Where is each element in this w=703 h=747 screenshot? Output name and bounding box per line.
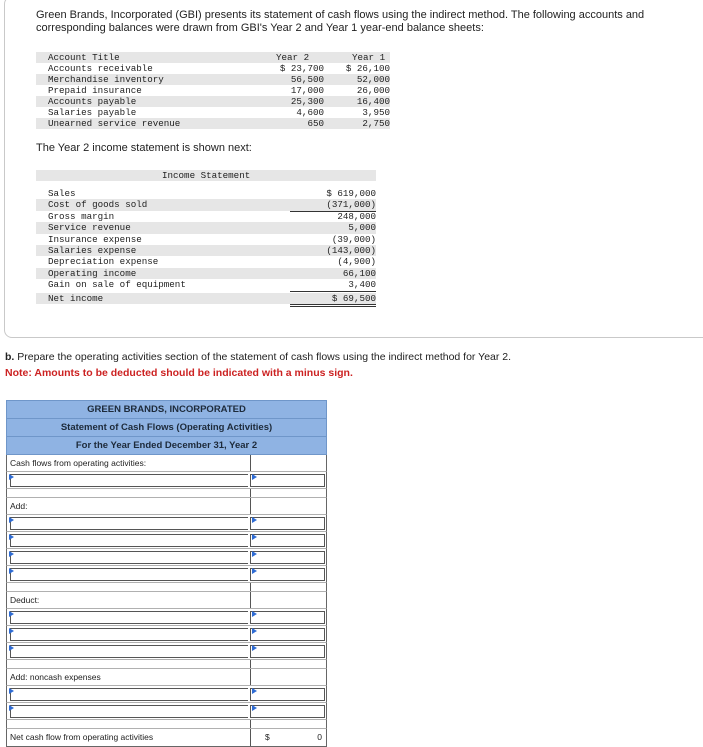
table-row [36,188,376,199]
part-b-note: Note: Amounts to be deducted should be indicated with a minus sign. [5,367,353,379]
entry-row [6,703,327,720]
entry-row [6,626,327,643]
dropdown-marker-icon [9,645,14,651]
income-label: Sales [48,188,76,199]
year2-value: 650 [307,118,324,129]
amount-input[interactable] [250,688,325,701]
dropdown-marker-icon [252,551,257,557]
amount-input[interactable] [250,628,325,641]
net-income-row [36,293,376,304]
noncash-label-row [6,669,327,686]
description-input[interactable] [10,474,248,487]
dropdown-marker-icon [252,534,257,540]
add-label: Add: [10,501,28,511]
table-row [36,234,376,245]
entry-row [6,643,327,660]
worksheet-period: For the Year Ended December 31, Year 2 [6,436,327,455]
noncash-label: Add: noncash expenses [10,672,101,682]
account-title: Salaries payable [48,107,137,118]
account-title: Accounts receivable [48,63,153,74]
income-label: Salaries expense [48,244,137,256]
table-row [36,96,390,107]
dropdown-marker-icon [252,568,257,574]
section-label-row [6,455,327,472]
income-value: (39,000) [331,233,376,245]
year1-value: 52,000 [356,74,390,85]
income-label: Operating income [48,267,137,279]
part-b-text: Prepare the operating activities section of the statement of cash flows using the indirect method for Year 2. [14,351,512,363]
income-label: Service revenue [48,222,131,234]
entry-row [6,515,327,532]
income-label: Depreciation expense [48,256,159,268]
deduct-label-row [6,592,327,609]
description-input[interactable] [10,517,248,530]
income-value: (371,000) [290,199,376,211]
amount-input[interactable] [250,705,325,718]
amount-input[interactable] [250,568,325,581]
dropdown-marker-icon [9,688,14,694]
worksheet-company: GREEN BRANDS, INCORPORATED [6,400,327,418]
table-row [36,279,376,290]
income-label: Gross margin [48,210,115,222]
entry-row [6,549,327,566]
year1-value: $ 26,100 [345,63,390,74]
balance-header-row [36,52,390,63]
table-row [36,118,390,129]
part-b-instruction [5,351,511,363]
net-income-label: Net income [48,292,104,304]
account-title: Prepaid insurance [48,85,142,96]
income-label: Gain on sale of equipment [48,279,186,291]
table-row [36,222,376,233]
year2-value: $ 23,700 [279,63,324,74]
dropdown-marker-icon [252,645,257,651]
entry-row [6,532,327,549]
table-row [36,268,376,279]
year2-value: 4,600 [296,107,324,118]
income-label: Insurance expense [48,233,142,245]
part-b-letter: b. [5,351,15,363]
income-statement-table [36,170,376,304]
income-value: 66,100 [342,267,376,279]
year1-value: 16,400 [356,96,390,107]
dropdown-marker-icon [252,628,257,634]
total-label: Net cash flow from operating activities [10,732,154,742]
entry-row [6,472,327,489]
income-statement-title: Income Statement [162,170,251,181]
description-input[interactable] [10,645,248,658]
year1-value: 26,000 [356,85,390,96]
dropdown-marker-icon [9,568,14,574]
balance-sheet-table [36,52,390,129]
total-currency: $ [265,732,270,742]
table-row [36,85,390,96]
header-year1: Year 1 [352,52,386,63]
table-row [36,107,390,118]
total-row [6,729,327,747]
entry-row [6,609,327,626]
account-title: Accounts payable [48,96,137,107]
net-income-value: $ 69,500 [290,293,376,307]
table-row [36,256,376,267]
spacer-row [6,583,327,592]
income-header-row [36,170,376,181]
description-input[interactable] [10,688,248,701]
year1-value: 3,950 [362,107,390,118]
dropdown-marker-icon [252,705,257,711]
year2-value: 25,300 [290,96,324,107]
amount-input[interactable] [250,645,325,658]
amount-input[interactable] [250,551,325,564]
header-account-title: Account Title [48,52,120,63]
income-label: Cost of goods sold [48,199,148,211]
year2-value: 17,000 [290,85,324,96]
dropdown-marker-icon [9,551,14,557]
description-input[interactable] [10,568,248,581]
income-value: 3,400 [290,279,376,291]
dropdown-marker-icon [9,534,14,540]
deduct-label: Deduct: [10,595,40,605]
description-input[interactable] [10,628,248,641]
amount-input[interactable] [250,517,325,530]
description-input[interactable] [10,611,248,624]
account-title: Unearned service revenue [48,118,181,129]
dropdown-marker-icon [9,705,14,711]
entry-row [6,686,327,703]
cash-flow-worksheet [6,400,327,747]
income-value: (4,900) [290,256,376,268]
section-label: Cash flows from operating activities: [10,458,147,468]
year2-value: 56,500 [290,74,324,85]
dropdown-marker-icon [252,688,257,694]
description-input[interactable] [10,705,248,718]
income-value: 248,000 [337,210,376,222]
income-value: 5,000 [348,222,376,234]
amount-input[interactable] [250,534,325,547]
dropdown-marker-icon [252,517,257,523]
dropdown-marker-icon [9,611,14,617]
income-value: (143,000) [326,244,376,256]
header-year2: Year 2 [276,52,310,63]
worksheet-statement-title: Statement of Cash Flows (Operating Activities) [6,418,327,436]
description-input[interactable] [10,551,248,564]
description-input[interactable] [10,534,248,547]
table-row [36,199,376,210]
income-value: $ 619,000 [326,188,376,199]
entry-row [6,566,327,583]
table-row [36,63,390,74]
spacer-row [6,489,327,498]
add-label-row [6,498,327,515]
dropdown-marker-icon [9,517,14,523]
table-row [36,211,376,222]
dropdown-marker-icon [252,474,257,480]
spacer-row [6,720,327,729]
table-row [36,245,376,256]
year1-value: 2,750 [362,118,390,129]
amount-input[interactable] [250,611,325,624]
dropdown-marker-icon [9,474,14,480]
dropdown-marker-icon [9,628,14,634]
table-row [36,74,390,85]
amount-input[interactable] [250,474,325,487]
total-value: 0 [317,732,322,742]
account-title: Merchandise inventory [48,74,164,85]
dropdown-marker-icon [252,611,257,617]
spacer-row [6,660,327,669]
intro-text: Green Brands, Incorporated (GBI) presents its statement of cash flows using the indirect method. The following accounts and corresponding balances were drawn from GBI's Year 2 and Year 1 year-end balance sheets: [36,9,645,34]
income-intro-text: The Year 2 income statement is shown next: [36,142,252,154]
